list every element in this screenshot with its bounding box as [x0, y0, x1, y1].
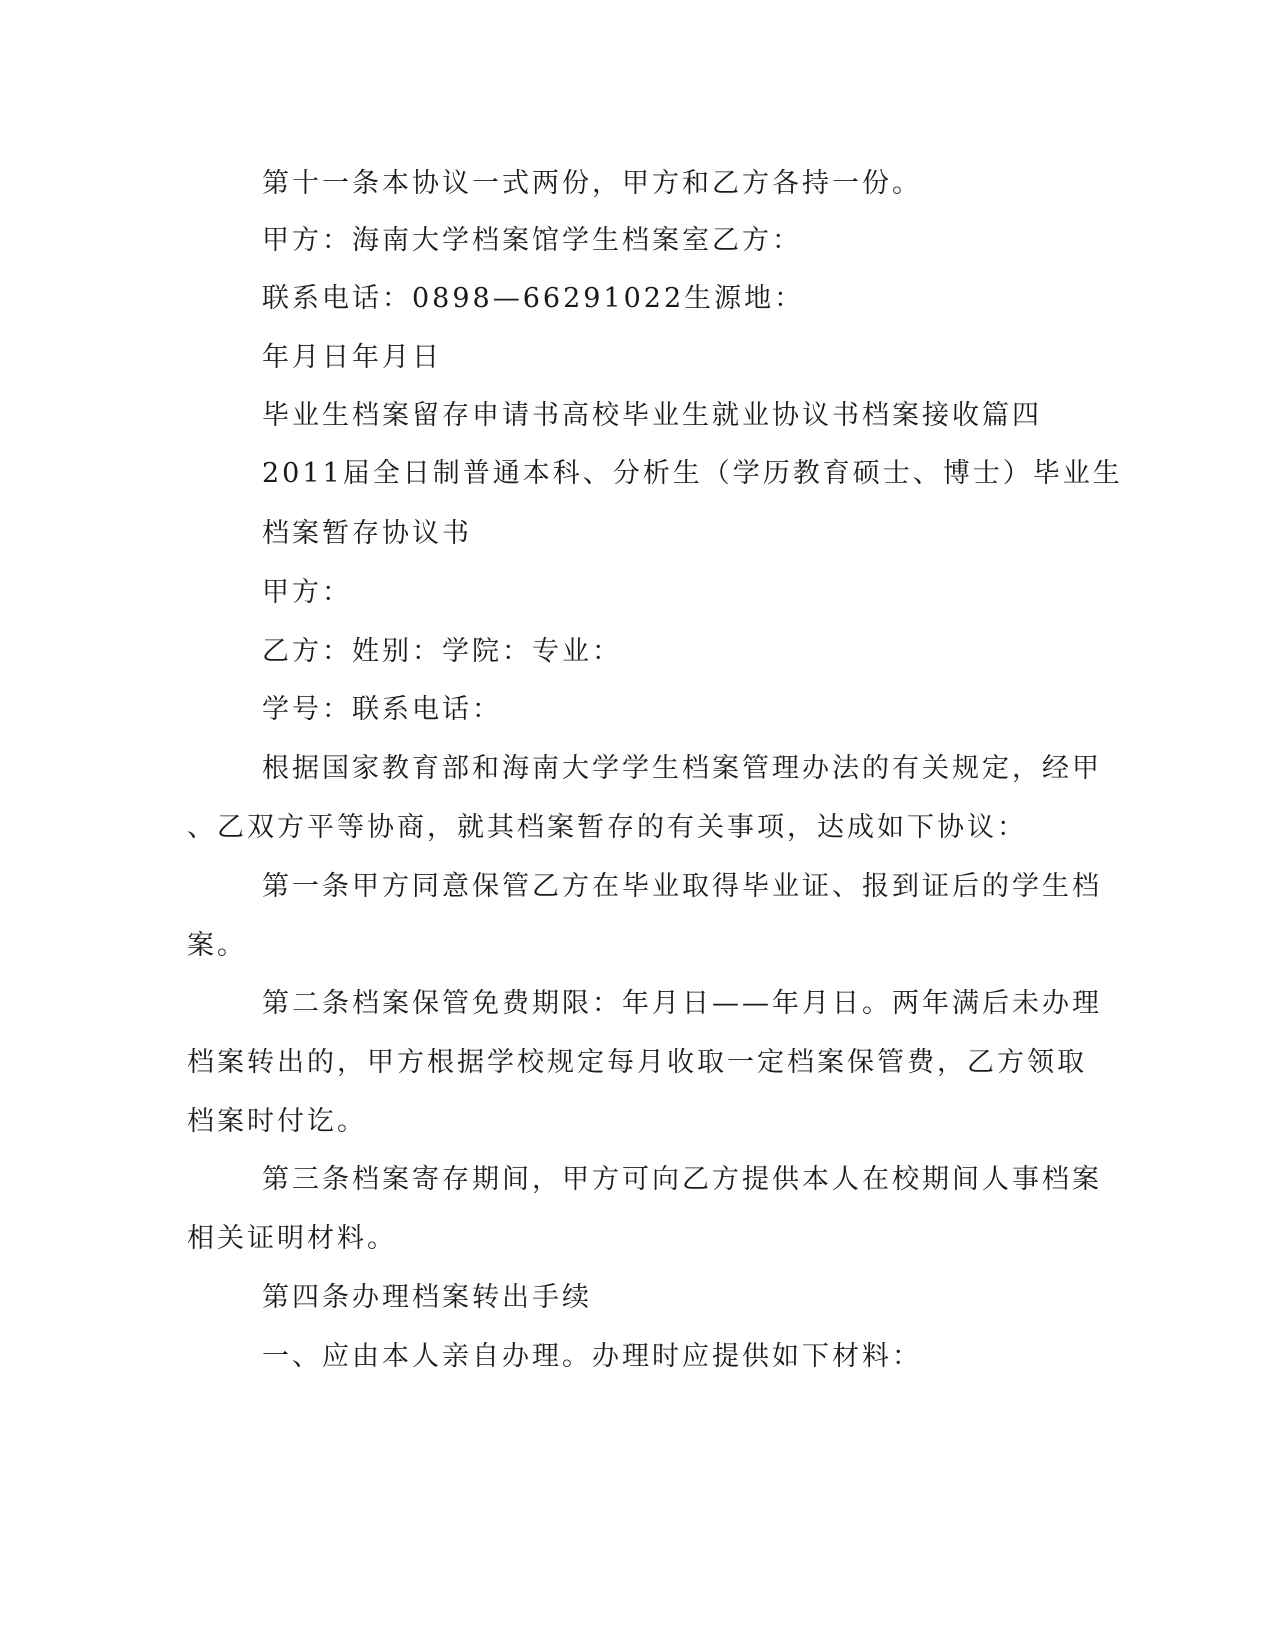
text-line: 、乙双方平等协商，就其档案暂存的有关事项，达成如下协议： [187, 812, 1027, 843]
text-line: 第二条档案保管免费期限：年月日——年月日。两年满后未办理 [262, 988, 1102, 1019]
text-line: 学号：联系电话： [262, 694, 502, 725]
text-line: 第四条办理档案转出手续 [262, 1282, 592, 1313]
text-line: 甲方： [262, 577, 352, 608]
text-line: 档案暂存协议书 [262, 518, 472, 549]
text-line: 档案转出的，甲方根据学校规定每月收取一定档案保管费，乙方领取 [187, 1047, 1087, 1078]
text-line: 乙方：姓别：学院：专业： [262, 636, 622, 667]
text-line: 一、应由本人亲自办理。办理时应提供如下材料： [262, 1341, 922, 1372]
text-line: 案。 [187, 930, 247, 961]
text-line: 第三条档案寄存期间，甲方可向乙方提供本人在校期间人事档案 [262, 1164, 1102, 1195]
text-line: 毕业生档案留存申请书高校毕业生就业协议书档案接收篇四 [262, 400, 1042, 431]
text-line: 甲方：海南大学档案馆学生档案室乙方： [262, 225, 802, 256]
text-line: 根据国家教育部和海南大学学生档案管理办法的有关规定，经甲 [262, 753, 1102, 784]
text-line: 档案时付讫。 [187, 1106, 367, 1137]
text-line: 2011届全日制普通本科、分析生（学历教育硕士、博士）毕业生 [262, 458, 1123, 489]
text-line: 年月日年月日 [262, 342, 442, 373]
text-line: 联系电话：0898—66291022生源地： [262, 283, 805, 314]
text-line: 相关证明材料。 [187, 1223, 397, 1254]
text-line: 第十一条本协议一式两份，甲方和乙方各持一份。 [262, 168, 922, 199]
text-line: 第一条甲方同意保管乙方在毕业取得毕业证、报到证后的学生档 [262, 871, 1102, 902]
